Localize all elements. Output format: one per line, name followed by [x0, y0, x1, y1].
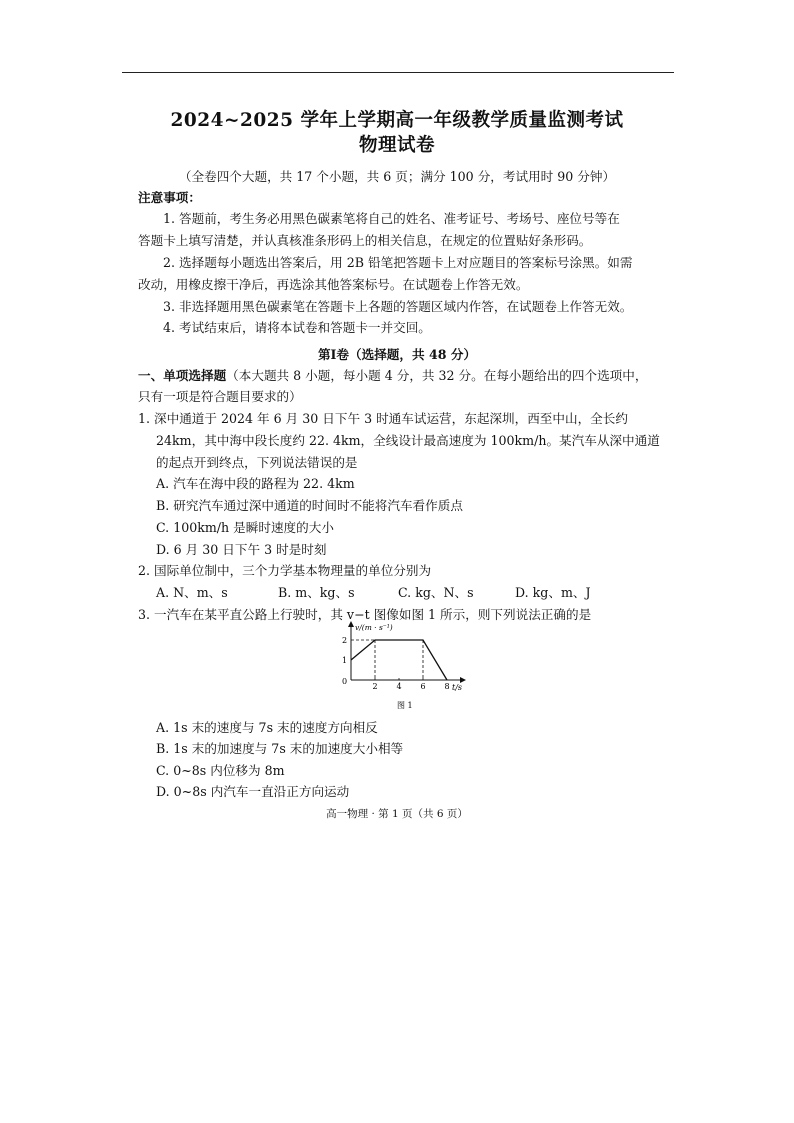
q3-option-c: C. 0~8s 内位移为 8m — [156, 763, 285, 778]
chart-marks — [342, 636, 450, 691]
q2-option-a: A. N、m、s — [156, 585, 228, 600]
section-heading-line-2: 只有一项是符合题目要求的） — [138, 389, 302, 404]
q2-option-d: D. kg、m、J — [515, 585, 591, 600]
q1-stem-line-3: 的起点开到终点，下列说法错误的是 — [156, 455, 358, 470]
q1-stem-line-1: 1. 深中通道于 2024 年 6 月 30 日下午 3 时通车试运营，东起深圳，西至中山，全长约 — [138, 411, 628, 426]
q1-option-b: B. 研究汽车通过深中通道的时间时不能将汽车看作质点 — [156, 498, 463, 513]
section-heading-rest: （本大题共 8 小题，每小题 4 分，共 32 分。在每小题给出的四个选项中， — [226, 368, 648, 383]
x-tick-label: 2 — [372, 682, 378, 691]
exam-title: 2024~2025 学年上学期高一年级教学质量监测考试 — [170, 110, 624, 131]
q1-option-a: A. 汽车在海中段的路程为 22. 4km — [156, 476, 355, 491]
section-heading-bold: 一、单项选择题 — [138, 368, 227, 383]
q1-option-c: C. 100km/h 是瞬时速度的大小 — [156, 520, 334, 535]
note-1-line-2: 答题卡上填写清楚，并认真核准条形码上的相关信息，在规定的位置贴好条形码。 — [138, 233, 592, 248]
q2-option-c: C. kg、N、s — [398, 585, 474, 600]
exam-subject: 物理试卷 — [358, 135, 435, 156]
q3-option-d: D. 0~8s 内汽车一直沿正方向运动 — [156, 784, 350, 799]
q2-stem: 2. 国际单位制中，三个力学基本物理量的单位分别为 — [138, 563, 432, 578]
y-tick-label: 2 — [342, 636, 348, 645]
vt-graph — [325, 618, 485, 714]
x-tick-label: 6 — [420, 682, 426, 691]
q1-stem-line-2: 24km，其中海中段长度约 22. 4km，全线设计最高速度为 100km/h。某汽车从深中通道 — [156, 433, 660, 448]
page-footer: 高一物理 · 第 1 页（共 6 页） — [326, 808, 468, 820]
top-rule — [122, 72, 674, 73]
figure-caption: 图 1 — [397, 701, 413, 710]
q3-option-a: A. 1s 末的速度与 7s 末的速度方向相反 — [156, 720, 378, 735]
q3-stem: 3. 一汽车在某平直公路上行驶时，其 v−t 图像如图 1 所示，则下列说法正确的是 — [138, 607, 592, 622]
x-tick-label: 8 — [444, 682, 450, 691]
part-title: 第Ⅰ卷（选择题，共 48 分） — [317, 347, 477, 362]
y-tick-label: 0 — [342, 677, 348, 686]
q3-option-b: B. 1s 末的加速度与 7s 末的加速度大小相等 — [156, 741, 404, 756]
y-tick-label: 1 — [342, 656, 348, 665]
section-heading — [138, 368, 647, 384]
x-tick-label: 4 — [396, 682, 402, 691]
q1-option-d: D. 6 月 30 日下午 3 时是时刻 — [156, 542, 327, 557]
note-3: 3. 非选择题用黑色碳素笔在答题卡上各题的答题区域内作答，在试题卷上作答无效。 — [163, 299, 633, 314]
note-4: 4. 考试结束后，请将本试卷和答题卡一并交回。 — [163, 320, 431, 335]
x-axis-label: t/s — [452, 683, 463, 692]
q2-option-b: B. m、kg、s — [278, 585, 355, 600]
series-line-v — [351, 640, 447, 680]
note-1-line-1: 1. 答题前，考生务必用黑色碳素笔将自己的姓名、准考证号、考场号、座位号等在 — [163, 211, 620, 226]
note-2-line-1: 2. 选择题每小题选出答案后，用 2B 铅笔把答题卡上对应题目的答案标号涂黑。如需 — [163, 255, 633, 270]
exam-info: （全卷四个大题，共 17 个小题，共 6 页；满分 100 分，考试用时 90 分钟） — [178, 169, 616, 184]
notes-heading: 注意事项： — [138, 190, 201, 205]
note-2-line-2: 改动，用橡皮擦干净后，再选涂其他答案标号。在试题卷上作答无效。 — [138, 277, 529, 292]
y-axis-label: v/(m · s⁻¹) — [355, 623, 393, 632]
